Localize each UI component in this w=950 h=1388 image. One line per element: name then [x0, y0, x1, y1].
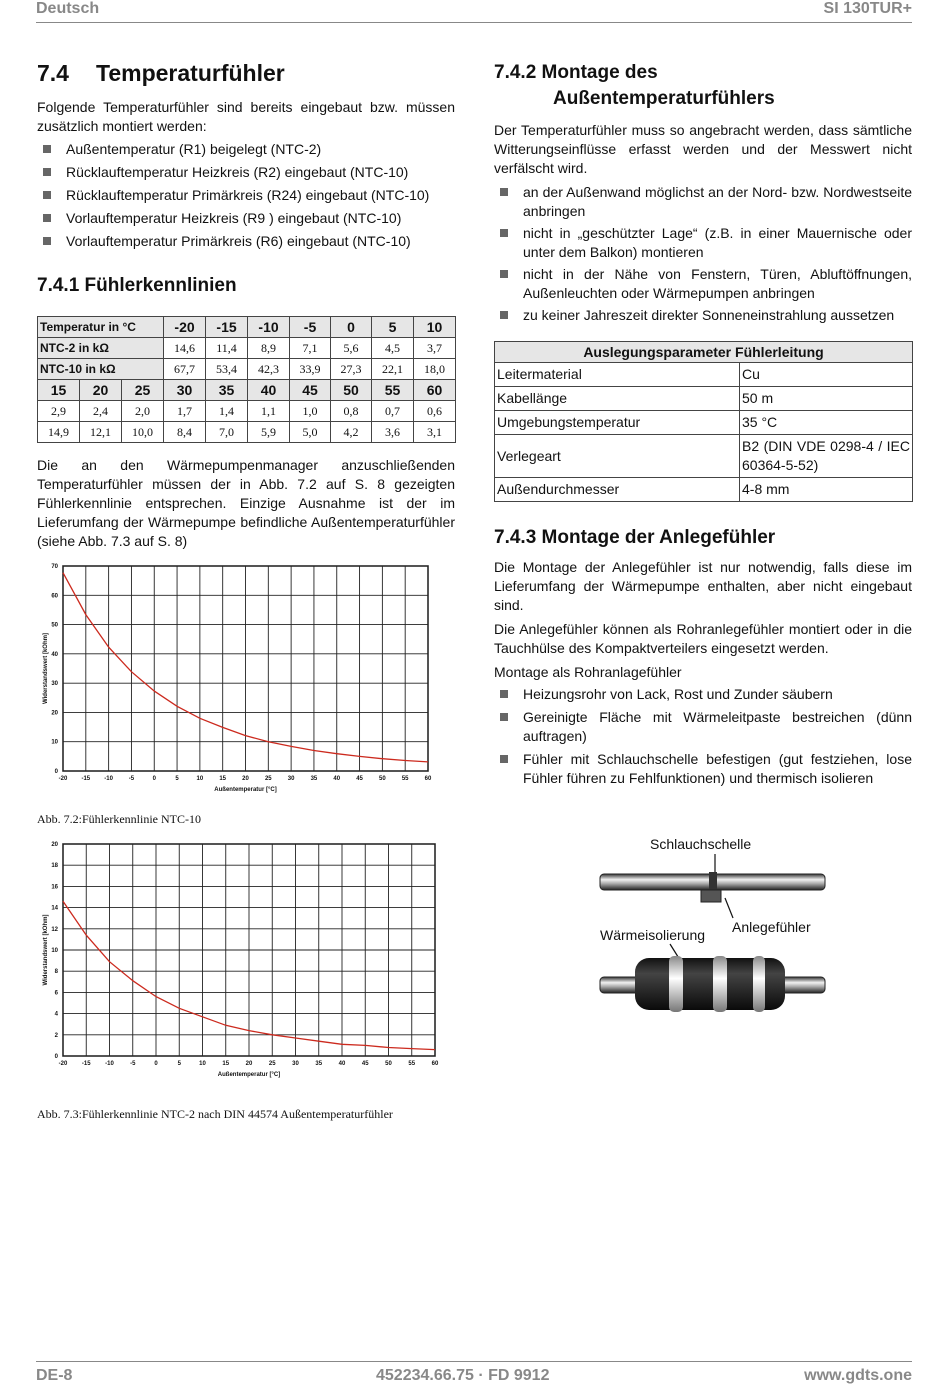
table-cell: 42,3 [248, 359, 290, 380]
table-cell: -20 [164, 317, 206, 338]
sensor-pointer [725, 898, 733, 918]
table-cell: 4,5 [372, 338, 414, 359]
list-item: nicht in „geschützter Lage“ (z.B. in einer Mauernische oder unter dem Balkon) montieren [494, 224, 912, 262]
table-cell: 1,1 [248, 401, 290, 422]
cable-parameter-table [494, 341, 913, 502]
bullet-icon [500, 690, 508, 698]
label-insulation: Wärmeisolierung [600, 927, 706, 943]
bullet-icon [43, 237, 51, 245]
table-row [38, 338, 456, 359]
list-item: Vorlauftemperatur Heizkreis (R9 ) eingebaut (NTC-10) [37, 209, 455, 228]
table-cell: 4,2 [331, 422, 372, 443]
table-row [38, 317, 456, 338]
figure-caption-7-2: Abb. 7.2:Fühlerkennlinie NTC-10 [37, 812, 201, 826]
s743-paragraph-2: Die Anlegefühler können als Rohranlegefühler montiert oder in die Tauchhülse des Kompaktverteilers eingesetzt werden. [494, 621, 912, 656]
table-cell: 0 [331, 317, 372, 338]
x-tick-label: 50 [385, 1061, 392, 1067]
x-tick-label: 40 [338, 1061, 346, 1067]
x-tick-label: 20 [242, 776, 249, 782]
section-title: Temperaturfühler [96, 60, 285, 86]
y-tick-label: 40 [51, 651, 58, 658]
bullet-icon [43, 168, 51, 176]
table-cell: NTC-10 in kΩ [38, 359, 164, 380]
ntc2-chart [37, 837, 449, 1082]
table-cell: NTC-2 in kΩ [38, 338, 164, 359]
y-tick-label: 70 [51, 564, 58, 570]
x-tick-label: -5 [130, 1061, 136, 1067]
page-header [36, 0, 912, 23]
table-row [495, 363, 913, 387]
x-tick-label: 25 [264, 776, 272, 782]
x-tick-label: -10 [104, 776, 113, 782]
characteristic-paragraph: Die an den Wärmepumpenmanager anzuschließenden Temperaturfühler müssen der in Abb. 7.2 auf S. 8 gezeigten Fühlerkennlinie entsprechen. Einzige Ausnahme ist der im Lieferumfang der Wärmepumpe befindliche Außentemperaturfühler (siehe Abb. 7.3 auf S. 8) [37, 457, 455, 549]
table-cell: 1,0 [290, 401, 331, 422]
y-tick-label: 18 [51, 863, 58, 870]
section-7-4-2-title [494, 60, 912, 112]
s742-list [494, 183, 912, 325]
table-cell: 27,3 [331, 359, 372, 380]
table-cell: 5,6 [331, 338, 372, 359]
header-model: SI 130TUR+ [823, 0, 912, 17]
table-cell: 50 [331, 380, 372, 401]
table-cell: 14,6 [164, 338, 206, 359]
table-cell: 45 [290, 380, 331, 401]
table-cell: Umgebungstemperatur [495, 411, 740, 435]
page-footer [36, 1361, 912, 1388]
table-cell: 3,7 [414, 338, 456, 359]
table-cell: 7,0 [206, 422, 248, 443]
list-item: Fühler mit Schlauchschelle befestigen (gut festziehen, lose Fühler führen zu Fehlfunktionen) und thermisch isolieren [494, 750, 912, 788]
y-tick-label: 6 [54, 990, 58, 997]
y-tick-label: 4 [54, 1011, 58, 1018]
x-tick-label: 0 [152, 776, 156, 782]
x-tick-label: 35 [315, 1061, 323, 1067]
y-tick-label: 50 [51, 622, 58, 629]
table-cell: -15 [206, 317, 248, 338]
list-item: Gereinigte Fläche mit Wärmeleitpaste bestreichen (dünn auftragen) [494, 708, 912, 746]
table-cell: 0,8 [331, 401, 372, 422]
x-tick-label: 55 [401, 776, 409, 782]
section-heading [37, 60, 455, 87]
s743-paragraph-1: Die Montage der Anlegefühler ist nur notwendig, falls diese im Lieferumfang der Wärmepumpe enthalten, aber nicht eingebaut sind. [494, 559, 912, 613]
table-cell: B2 (DIN VDE 0298-4 / IEC 60364-5-52) [740, 435, 913, 478]
footer-page-number: DE-8 [36, 1367, 73, 1384]
table-cell: 20 [80, 380, 122, 401]
list-item: zu keiner Jahreszeit direkter Sonneneinstrahlung aussetzen [494, 306, 912, 325]
x-tick-label: 60 [431, 1061, 439, 1067]
table-cell: 33,9 [290, 359, 331, 380]
title-line-2: Außentemperaturfühlers [553, 88, 775, 109]
intro-text: Folgende Temperaturfühler sind bereits eingebaut bzw. müssen zusätzlich montiert werden: [37, 99, 455, 134]
list-item: Vorlauftemperatur Primärkreis (R6) eingebaut (NTC-10) [37, 232, 455, 251]
table-cell: 10 [414, 317, 456, 338]
table-cell: 53,4 [206, 359, 248, 380]
y-tick-label: 8 [54, 969, 58, 976]
ntc10-chart [37, 556, 442, 796]
table-cell: 35 [206, 380, 248, 401]
x-tick-label: 45 [361, 1061, 369, 1067]
right-column [494, 60, 912, 788]
table-cell: 5,9 [248, 422, 290, 443]
x-tick-label: 55 [408, 1061, 416, 1067]
y-tick-label: 10 [51, 739, 58, 746]
table-cell: 2,0 [122, 401, 164, 422]
table-cell: 22,1 [372, 359, 414, 380]
bullet-icon [43, 145, 51, 153]
table-title: Auslegungsparameter Fühlerleitung [495, 342, 913, 363]
table-cell: 3,1 [414, 422, 456, 443]
footer-document-number: 452234.66.75 · FD 9912 [376, 1367, 550, 1384]
table-cell: 2,4 [80, 401, 122, 422]
table-cell: 60 [414, 380, 456, 401]
y-tick-label: 20 [51, 842, 58, 848]
x-tick-label: 60 [424, 776, 432, 782]
list-item: Rücklauftemperatur Primärkreis (R24) eingebaut (NTC-10) [37, 186, 455, 205]
table-cell: Leitermaterial [495, 363, 740, 387]
table-row [495, 435, 913, 478]
table-cell: Kabellänge [495, 387, 740, 411]
x-tick-label: 25 [268, 1061, 276, 1067]
bullet-icon [500, 188, 508, 196]
table-cell: Temperatur in °C [38, 317, 164, 338]
table-cell: 18,0 [414, 359, 456, 380]
x-tick-label: 30 [292, 1061, 299, 1067]
list-item: Heizungsrohr von Lack, Rost und Zunder säubern [494, 685, 912, 704]
x-tick-label: 30 [287, 776, 295, 782]
table-cell: 50 m [740, 387, 913, 411]
x-axis-label: Außentemperatur [°C] [214, 787, 277, 793]
table-cell: 30 [164, 380, 206, 401]
x-tick-label: 10 [199, 1061, 206, 1067]
bullet-icon [500, 311, 508, 319]
x-tick-label: 5 [175, 776, 179, 782]
x-tick-label: -15 [81, 1061, 91, 1067]
table-cell: 1,4 [206, 401, 248, 422]
table-cell: 25 [122, 380, 164, 401]
y-tick-label: 10 [51, 948, 58, 954]
x-tick-label: 40 [333, 776, 341, 782]
bullet-icon [500, 755, 508, 763]
x-tick-label: -10 [105, 1061, 114, 1067]
x-tick-label: 50 [379, 776, 386, 782]
table-cell: 0,6 [414, 401, 456, 422]
y-tick-label: 0 [54, 769, 58, 775]
ntc-table [37, 316, 456, 443]
bullet-icon [500, 270, 508, 278]
table-cell: Cu [740, 363, 913, 387]
clamp-band [669, 956, 683, 1012]
s742-paragraph: Der Temperaturfühler muss so angebracht werden, dass sämtliche Witterungseinflüsse erfasst werden und der Messwert nicht verfälscht wird. [494, 122, 912, 176]
x-tick-label: 20 [245, 1061, 253, 1067]
table-cell: Verlegeart [495, 435, 740, 478]
title-line-1: 7.4.2 Montage des [494, 62, 658, 83]
table-cell: 4-8 mm [740, 478, 913, 502]
label-hose-clamp: Schlauchschelle [650, 836, 752, 852]
clamp-band [713, 956, 727, 1012]
table-cell: 7,1 [290, 338, 331, 359]
table-cell: 8,4 [164, 422, 206, 443]
bullet-icon [500, 713, 508, 721]
y-tick-label: 12 [51, 926, 58, 933]
table-cell: 10,0 [122, 422, 164, 443]
x-tick-label: 35 [310, 776, 318, 782]
bullet-icon [43, 214, 51, 222]
x-tick-label: -20 [58, 1061, 68, 1067]
list-item: Außentemperatur (R1) beigelegt (NTC-2) [37, 140, 455, 159]
table-cell: -5 [290, 317, 331, 338]
table-cell: 40 [248, 380, 290, 401]
y-axis-label: Widerstandswert [kOhm] [43, 914, 49, 986]
x-tick-label: -5 [128, 776, 135, 782]
table-cell: 11,4 [206, 338, 248, 359]
subsection-title: 7.4.1 Fühlerkennlinien [37, 275, 237, 296]
header-language: Deutsch [36, 0, 100, 17]
bullet-icon [500, 229, 508, 237]
y-tick-label: 60 [51, 593, 58, 600]
table-cell: 55 [372, 380, 414, 401]
table-row [38, 401, 456, 422]
y-tick-label: 2 [54, 1032, 58, 1039]
list-item: nicht in der Nähe von Fenstern, Türen, Abluftöffnungen, Außenleuchten oder Wärmepumpen anbringen [494, 265, 912, 303]
y-tick-label: 14 [51, 905, 58, 912]
left-column [37, 60, 455, 551]
contact-sensor [701, 890, 721, 902]
x-tick-label: 5 [177, 1061, 181, 1067]
y-tick-label: 30 [51, 681, 58, 688]
table-cell: 5 [372, 317, 414, 338]
table-cell: 67,7 [164, 359, 206, 380]
table-cell: -10 [248, 317, 290, 338]
pipe-sensor-illustration [595, 832, 835, 1017]
clamp-band [753, 956, 765, 1012]
list-item: an der Außenwand möglichst an der Nord- bzw. Nordwestseite anbringen [494, 183, 912, 221]
sensor-list [37, 140, 455, 251]
list-item: Rücklauftemperatur Heizkreis (R2) eingebaut (NTC-10) [37, 163, 455, 182]
table-row [38, 422, 456, 443]
label-contact-sensor: Anlegefühler [732, 919, 811, 935]
table-row [495, 411, 913, 435]
figure-caption-7-3: Abb. 7.3:Fühlerkennlinie NTC-2 nach DIN 44574 Außentemperaturfühler [37, 1107, 393, 1121]
hose-clamp [709, 872, 717, 892]
table-cell: 12,1 [80, 422, 122, 443]
s743-paragraph-3: Montage als Rohranlagefühler [494, 664, 682, 680]
table-cell: 0,7 [372, 401, 414, 422]
bullet-icon [43, 191, 51, 199]
y-tick-label: 0 [54, 1054, 58, 1060]
table-row [38, 359, 456, 380]
x-tick-label: 15 [222, 1061, 230, 1067]
x-tick-label: 10 [196, 776, 204, 782]
table-cell: Außendurchmesser [495, 478, 740, 502]
y-axis-label: Widerstandswert [kOhm] [43, 633, 49, 704]
section-number: 7.4 [37, 60, 69, 86]
table-row [495, 478, 913, 502]
y-tick-label: 16 [51, 884, 58, 891]
x-tick-label: 45 [356, 776, 363, 782]
table-cell: 8,9 [248, 338, 290, 359]
section-7-4-3-title: 7.4.3 Montage der Anlegefühler [494, 527, 776, 548]
table-cell: 1,7 [164, 401, 206, 422]
table-cell: 2,9 [38, 401, 80, 422]
table-row [495, 342, 913, 363]
table-row [38, 380, 456, 401]
table-cell: 3,6 [372, 422, 414, 443]
table-cell: 5,0 [290, 422, 331, 443]
table-cell: 15 [38, 380, 80, 401]
table-row [495, 387, 913, 411]
table-cell: 35 °C [740, 411, 913, 435]
x-axis-label: Außentemperatur [°C] [217, 1072, 281, 1078]
x-tick-label: -15 [81, 776, 91, 782]
y-tick-label: 20 [51, 710, 58, 717]
x-tick-label: 15 [219, 776, 227, 782]
table-cell: 14,9 [38, 422, 80, 443]
s743-list [494, 685, 912, 788]
footer-website: www.gdts.one [804, 1367, 912, 1384]
x-tick-label: -20 [58, 776, 68, 782]
x-tick-label: 0 [154, 1061, 158, 1067]
